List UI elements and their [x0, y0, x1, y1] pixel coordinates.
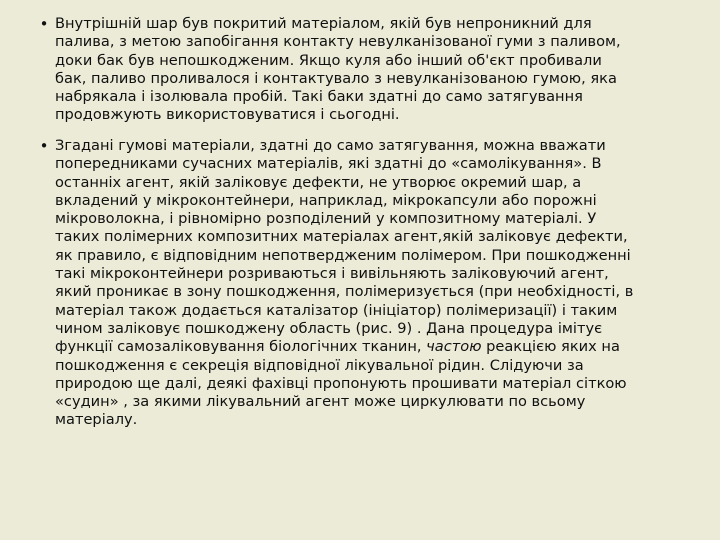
text-line: вкладений у мікроконтейнери, наприклад, мікрокапсули або порожні — [55, 191, 597, 209]
bullet-paragraph-2 — [34, 137, 694, 437]
text-line: природою ще далі, деякі фахівці пропонують прошивати матеріал сіткою — [55, 374, 627, 392]
text-line: попередниками сучасних матеріалів, які здатні до «самолікування». В — [55, 155, 602, 173]
text-line: Згадані гумові матеріали, здатні до само затягування, можна вважати — [55, 137, 606, 154]
text-line: палива, з метою запобігання контакту невулканізованої гуми з паливом, — [55, 33, 621, 51]
text-segment: функції самозаліковування біологічних тканин, — [55, 338, 427, 356]
bullet-dot-icon: • — [39, 137, 49, 155]
text-line: набрякала і ізолювала пробій. Такі баки здатні до само затягування — [55, 88, 583, 106]
paragraph-text — [55, 137, 633, 430]
text-line: який проникає в зону пошкодження, полімеризується (при необхідності, в — [55, 283, 634, 301]
italic-word: частою — [426, 338, 482, 356]
text-line: мікроволокна, і рівномірно розподілений у композитному матеріалі. У — [55, 210, 597, 228]
text-line: продовжують використовуватися і сьогодні. — [55, 106, 400, 124]
text-line: пошкодження є секреція відповідної лікувальної рідин. Слідуючи за — [55, 356, 584, 374]
text-line: бак, паливо проливалося і контактувало з невулканізованою гумою, яка — [55, 69, 617, 87]
text-line: останніх агент, якій заліковує дефекти, не утворює окремий шар, а — [55, 173, 582, 191]
text-line: як правило, є відповідним непотвердженим полімером. При пошкодженні — [55, 246, 631, 264]
text-line: матеріал також додається каталізатор (ініціатор) полімеризації) і таким — [55, 301, 618, 319]
bullet-dot-icon: • — [39, 15, 49, 33]
text-line: матеріалу. — [55, 411, 138, 429]
text-line: таких полімерних композитних матеріалах агент,якій заліковує дефекти, — [55, 228, 628, 246]
text-line: доки бак був непошкодженим. Якщо куля або інший об'єкт пробивали — [55, 51, 602, 69]
bullet-paragraph-1 — [34, 15, 694, 127]
text-line-with-italic — [55, 338, 633, 356]
text-line: Внутрішній шар був покритий матеріалом, якій був непроникний для — [55, 15, 592, 32]
paragraph-text — [55, 15, 621, 125]
text-line: «судин» , за якими лікувальний агент може циркулювати по всьому — [55, 393, 586, 411]
text-line: такі мікроконтейнери розриваються і вивільняють заліковуючий агент, — [55, 265, 609, 283]
text-segment: реакцією яких на — [481, 338, 620, 356]
text-line: чином заліковує пошкоджену область (рис. 9) . Дана процедура імітує — [55, 319, 603, 337]
